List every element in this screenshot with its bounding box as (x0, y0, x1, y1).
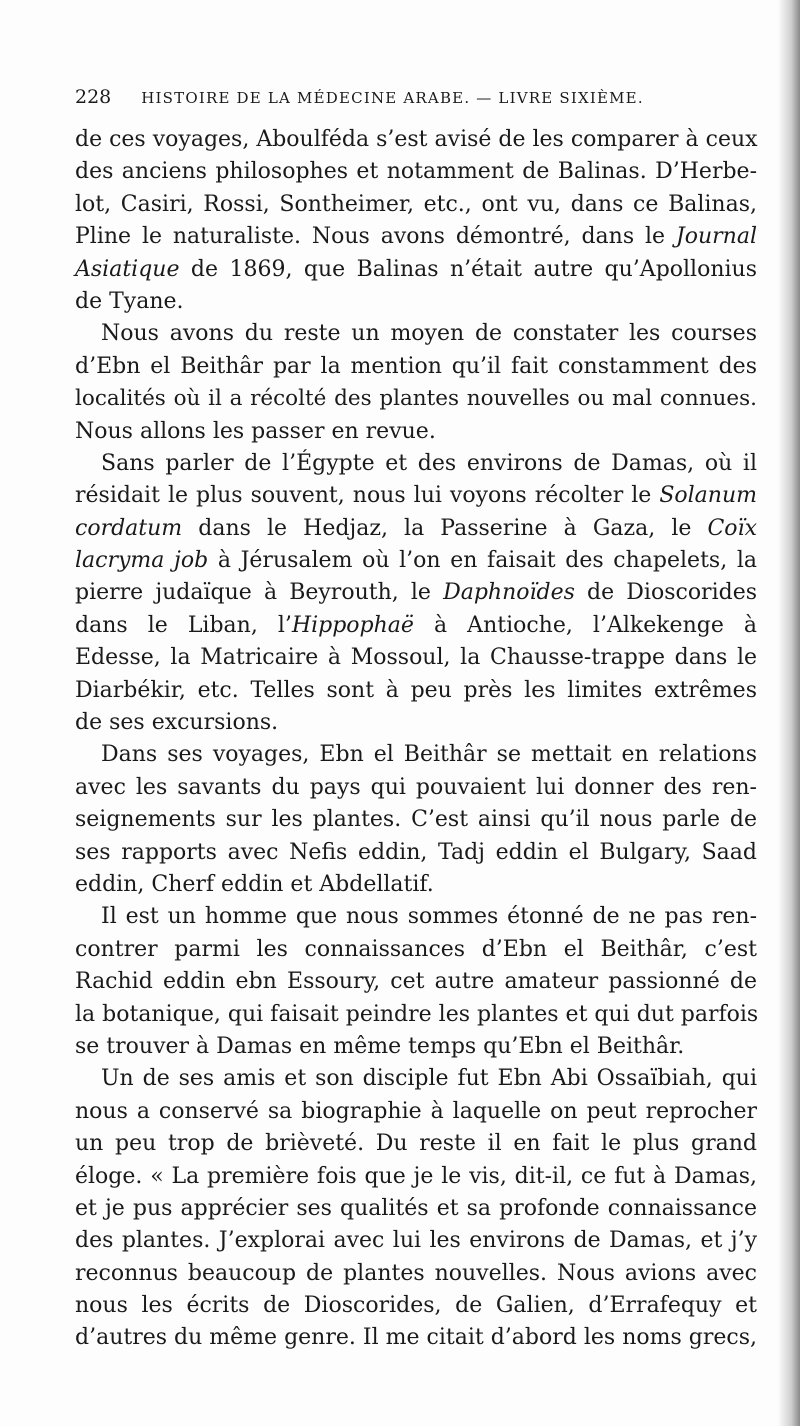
text-segment: dans le Liban, l’ (75, 612, 292, 638)
text-line (75, 416, 757, 448)
italic-text: Coïx (707, 515, 757, 541)
italic-text: Journal (675, 224, 757, 250)
text-segment: localités où il a récolté des plantes nouvelles ou mal connues. (75, 386, 757, 412)
text-line (75, 901, 757, 933)
text-segment: Pline le naturaliste. Nous avons démontré, dans le (75, 224, 676, 250)
text-line (75, 642, 757, 674)
text-line (75, 221, 757, 253)
text-line (75, 448, 757, 480)
text-line (75, 1161, 757, 1193)
text-line (75, 966, 757, 998)
body-text (75, 124, 757, 1355)
text-segment: un peu trop de brièveté. Du reste il en fait le plus grand (75, 1131, 757, 1157)
text-line (75, 999, 757, 1031)
text-segment: Nous allons les passer en revue. (75, 418, 436, 444)
italic-text: Daphnoïdes (443, 580, 575, 606)
page-edge-shadow (778, 0, 800, 1426)
italic-text: Hippophaë (291, 612, 414, 638)
text-line (75, 480, 757, 512)
running-title: HISTOIRE DE LA MÉDECINE ARABE. — LIVRE SIXIÈME. (141, 89, 644, 107)
text-segment: Edesse, la Matricaire à Mossoul, la Chausse-trappe dans le (75, 645, 757, 671)
text-line (75, 739, 757, 771)
italic-text: lacryma job (75, 548, 209, 574)
text-segment: Nous avons du reste un moyen de constater les courses (101, 321, 757, 347)
text-segment: nous a conservé sa biographie à laquelle on peut reprocher (75, 1098, 757, 1124)
text-segment: lot, Casiri, Rossi, Sontheimer, etc., ont vu, dans ce Balinas, (75, 191, 757, 217)
page-number: 228 (75, 86, 112, 108)
text-segment: Dans ses voyages, Ebn el Beithâr se mettait en relations (101, 742, 757, 768)
text-line (75, 1096, 757, 1128)
text-segment: des anciens philosophes et notamment de Balinas. D’Herbe- (75, 159, 757, 185)
text-line (75, 804, 757, 836)
text-line (75, 286, 757, 318)
text-segment: de ces voyages, Aboulféda s’est avisé de les comparer à ceux (75, 127, 758, 152)
text-line (75, 1193, 757, 1225)
text-segment: Sans parler de l’Égypte et des environs de Damas, où il (101, 450, 757, 476)
text-line (75, 707, 757, 739)
text-line (75, 837, 757, 869)
text-line (75, 189, 757, 221)
italic-text: Solanum (659, 483, 757, 509)
text-segment: la botanique, qui faisait peindre les plantes et qui dut parfois (75, 1001, 759, 1027)
text-segment: Il est un homme que nous sommes étonné de ne pas ren- (101, 904, 757, 930)
text-line (75, 1063, 757, 1095)
text-line (75, 318, 757, 350)
text-segment: d’autres du même genre. Il me citait d’abord les noms grecs, (75, 1325, 757, 1351)
text-line (75, 1031, 757, 1063)
text-segment: d’Ebn el Beithâr par la mention qu’il fait constamment des (75, 353, 757, 379)
text-line (75, 254, 757, 286)
text-segment: ses rapports avec Nefis eddin, Tadj eddin el Bulgary, Saad (75, 839, 757, 865)
text-segment: Un de ses amis et son disciple fut Ebn Abi Ossaïbiah, qui (101, 1066, 757, 1092)
text-segment: des plantes. J’explorai avec lui les environs de Damas, et j’y (75, 1228, 757, 1254)
text-segment: Diarbékir, etc. Telles sont à peu près les limites extrêmes (75, 677, 757, 703)
text-line (75, 1258, 757, 1290)
text-segment: pierre judaïque à Beyrouth, le (75, 580, 444, 606)
text-segment: à Antioche, l’Alkekenge à (413, 612, 758, 638)
text-segment: contrer parmi les connaissances d’Ebn el Beithâr, c’est (75, 936, 757, 962)
text-segment: seignements sur les plantes. C’est ainsi qu’il nous parle de (75, 807, 757, 833)
text-segment: eddin, Cherf eddin et Abdellatif. (75, 871, 434, 897)
text-line (75, 545, 757, 577)
text-line (75, 1225, 757, 1257)
italic-text: cordatum (75, 515, 183, 541)
text-line (75, 675, 757, 707)
text-line (75, 577, 757, 609)
text-line (75, 1322, 757, 1354)
text-segment: Rachid eddin ebn Essoury, cet autre amateur passionné de (75, 969, 757, 995)
text-segment: éloge. « La première fois que je le vis, dit-il, ce fut à Damas, (75, 1163, 757, 1189)
text-line (75, 156, 757, 188)
text-segment: à Jérusalem où l’on en faisait des chapelets, la (208, 548, 757, 574)
text-segment: dans le Hedjaz, la Passerine à Gaza, le (182, 515, 708, 541)
text-line (75, 1290, 757, 1322)
running-header (75, 86, 755, 108)
text-line (75, 1128, 757, 1160)
text-line (75, 610, 757, 642)
text-segment: et je pus apprécier ses qualités et sa profonde connaissance (75, 1195, 757, 1221)
text-line (75, 869, 757, 901)
text-segment: résidait le plus souvent, nous lui voyons récolter le (75, 483, 660, 509)
text-segment: de Tyane. (75, 288, 184, 314)
text-segment: de 1869, que Balinas n’était autre qu’Apollonius (179, 256, 757, 282)
text-line (75, 351, 757, 383)
text-segment: se trouver à Damas en même temps qu’Ebn el Beithâr. (75, 1033, 685, 1059)
text-line (75, 513, 757, 545)
text-line (75, 772, 757, 804)
text-line (75, 383, 757, 415)
text-segment: avec les savants du pays qui pouvaient lui donner des ren- (75, 774, 757, 800)
italic-text: Asiatique (75, 256, 180, 282)
text-segment: reconnus beaucoup de plantes nouvelles. Nous avions avec (75, 1260, 757, 1286)
text-segment: de Dioscorides (574, 580, 758, 606)
text-line (75, 124, 757, 156)
text-segment: de ses excursions. (75, 710, 279, 736)
text-line (75, 934, 757, 966)
text-segment: nous les écrits de Dioscorides, de Galien, d’Errafequy et (75, 1293, 757, 1319)
